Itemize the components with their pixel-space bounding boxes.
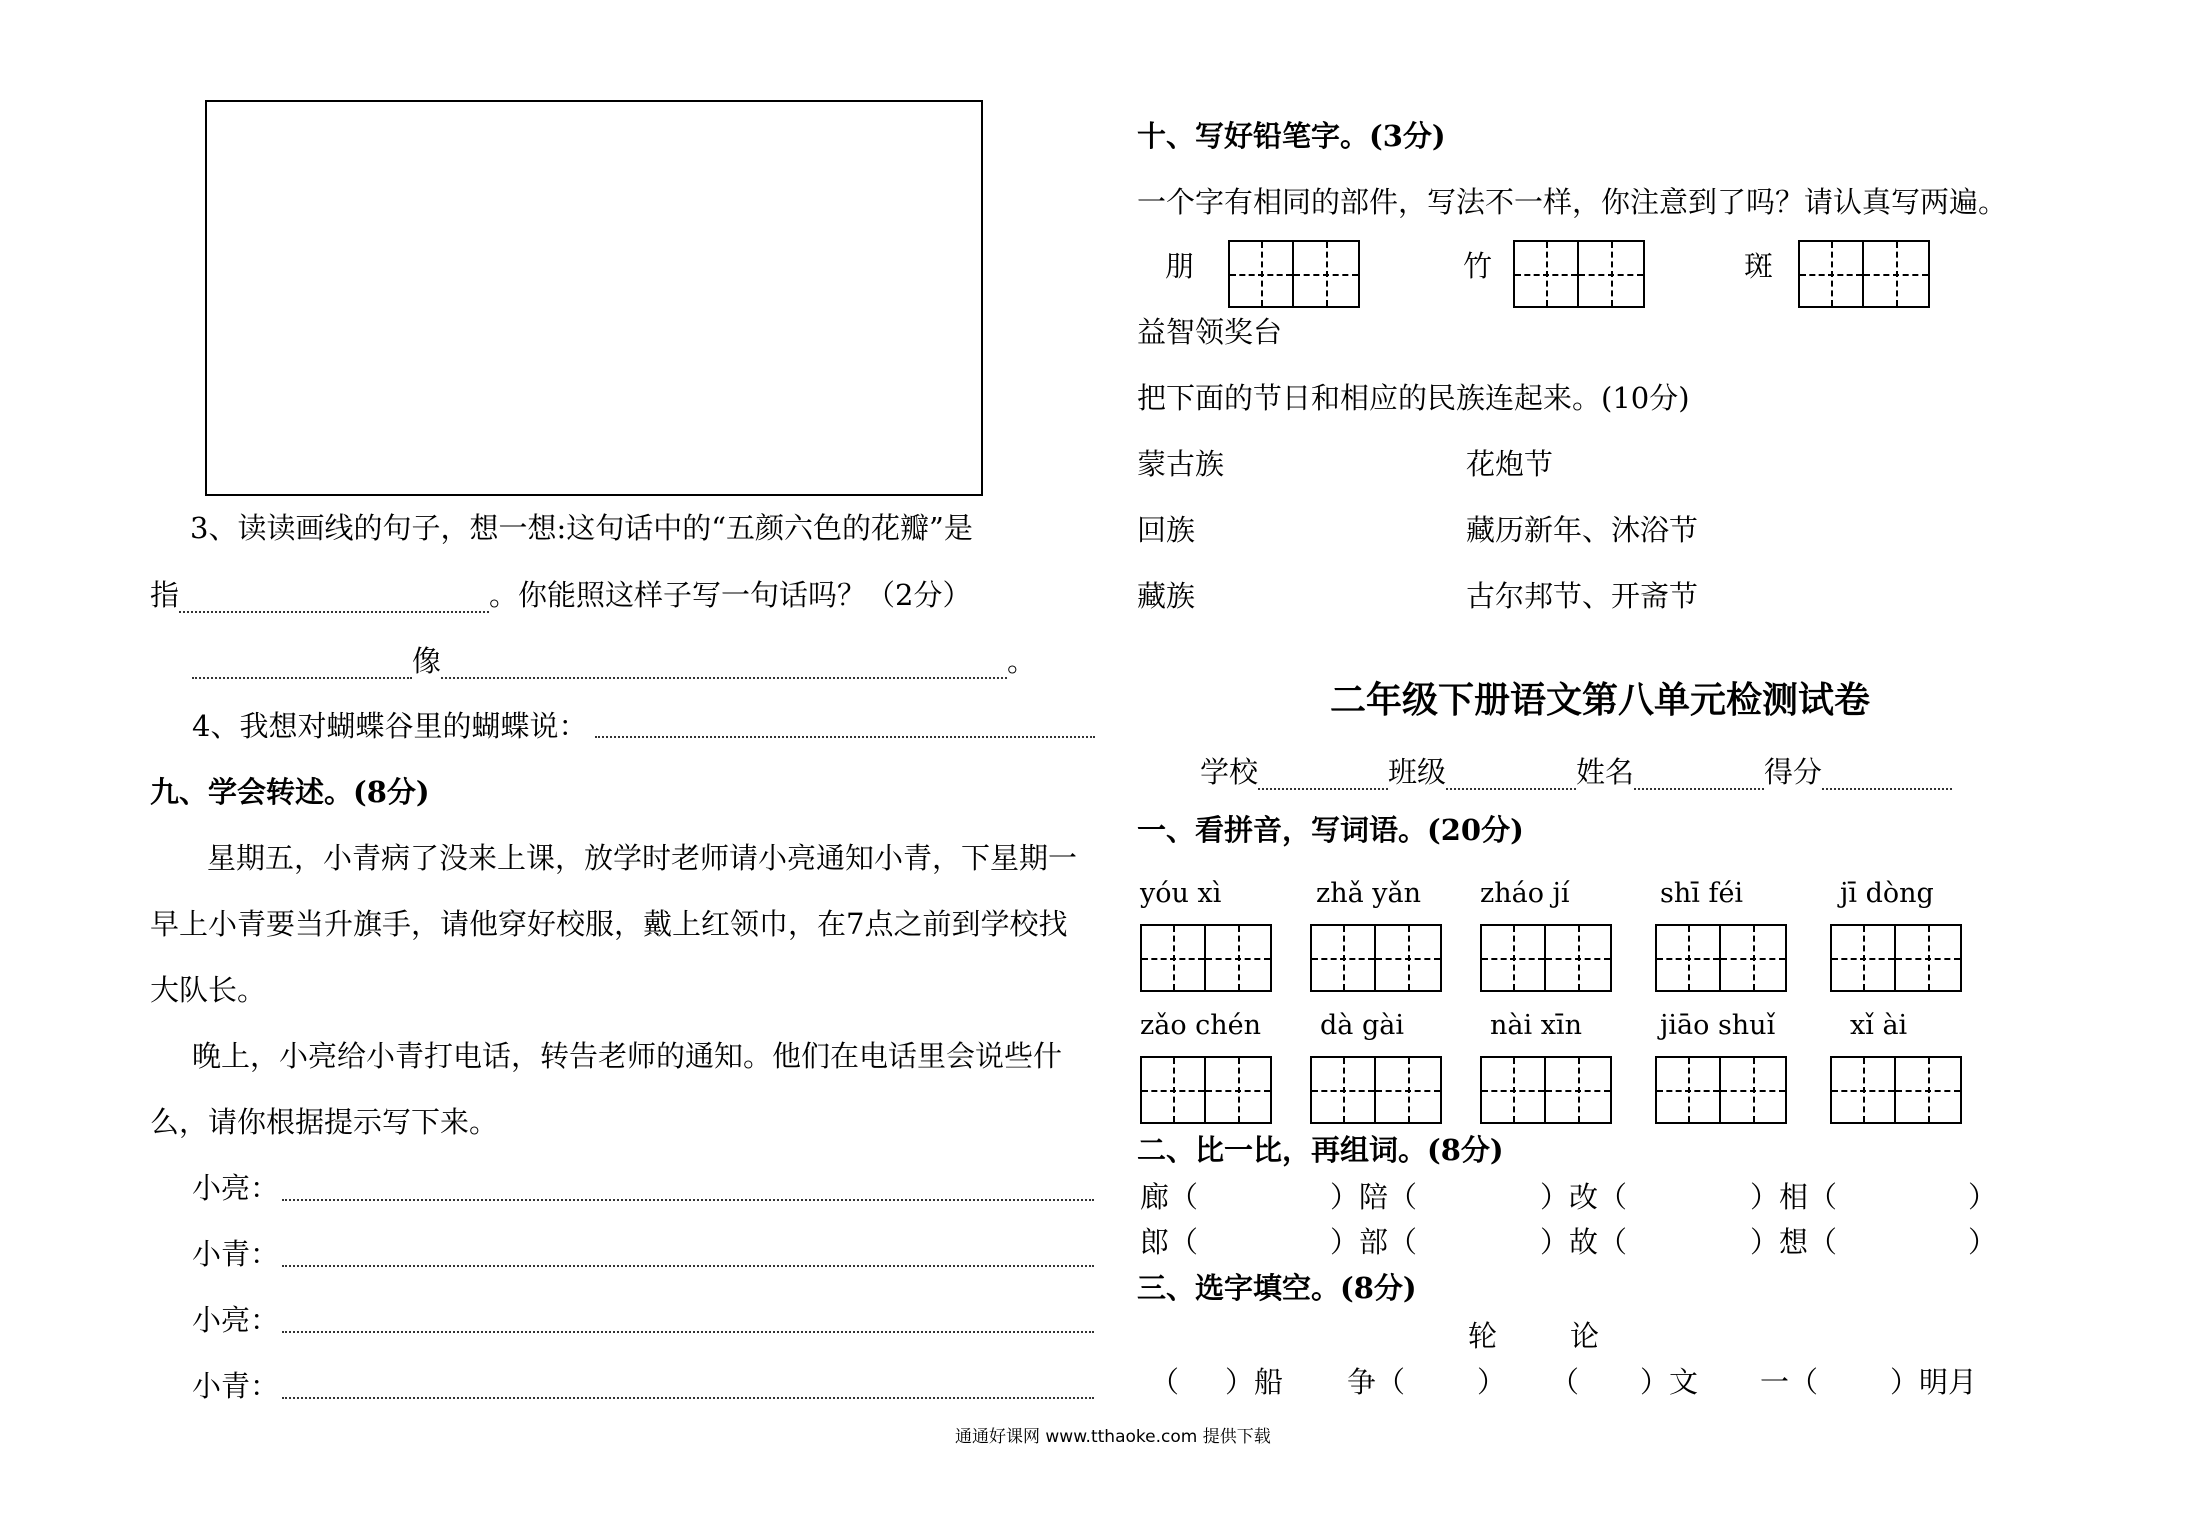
compare-word: 郎（	[1140, 1225, 1199, 1259]
writing-grid[interactable]	[1830, 1056, 1962, 1124]
q3-line2	[150, 577, 971, 613]
pinyin-label: yóu xì	[1140, 878, 1222, 909]
pinyin-label: zǎo chén	[1140, 1010, 1262, 1041]
dialog-label: 小亮：	[192, 1171, 280, 1205]
writing-grid[interactable]	[1310, 924, 1442, 992]
fill-item: （	[1150, 1365, 1180, 1399]
choice-char: 论	[1570, 1319, 1600, 1353]
writing-grid[interactable]	[1655, 1056, 1787, 1124]
field-label: 班级	[1388, 755, 1447, 789]
choice-char: 轮	[1468, 1319, 1498, 1353]
dialog-label: 小亮：	[192, 1303, 280, 1337]
compare-word: 廊（	[1140, 1180, 1199, 1214]
field-blank[interactable]	[1634, 760, 1764, 790]
q4-answer-line[interactable]	[595, 736, 1095, 738]
q4-prompt: 4、我想对蝴蝶谷里的蝴蝶说：	[192, 709, 588, 743]
field-blank[interactable]	[1446, 760, 1576, 790]
dialog-answer-line[interactable]	[282, 1265, 1094, 1267]
fill-item: ）船	[1225, 1365, 1284, 1399]
pinyin-label: zhǎ yǎn	[1316, 878, 1422, 909]
ethnic-group: 蒙古族	[1137, 447, 1225, 481]
footer-credit: 通通好课网 www.tthaoke.com 提供下载	[955, 1427, 1271, 1447]
q3-line1: 3、读读画线的句子，想一想:这句话中的“五颜六色的花瓣”是	[190, 511, 973, 545]
q3-line3	[192, 643, 1036, 679]
compare-word: ）	[1968, 1180, 1998, 1214]
pinyin-label: jī dòng	[1840, 878, 1934, 909]
pinyin-label: nài xīn	[1490, 1010, 1582, 1041]
section3-title: 三、选字填空。(8分)	[1137, 1271, 1417, 1305]
dialog-answer-line[interactable]	[282, 1331, 1094, 1333]
s9-para2-line2: 么，请你根据提示写下来。	[150, 1105, 499, 1139]
fill-item: ）明月	[1890, 1365, 1978, 1399]
pinyin-label: shī féi	[1660, 878, 1744, 909]
drawing-box	[205, 100, 983, 496]
fill-item: 争（	[1347, 1365, 1406, 1399]
q3-like: 像	[412, 644, 442, 678]
practice-char: 朋	[1165, 249, 1195, 283]
bonus-title: 益智领奖台	[1137, 315, 1283, 349]
writing-grid[interactable]	[1655, 924, 1787, 992]
s9-para1-line3: 大队长。	[150, 973, 267, 1007]
writing-grid[interactable]	[1140, 924, 1272, 992]
pinyin-label: xǐ ài	[1850, 1010, 1908, 1041]
q3-question: 。你能照这样子写一句话吗？（2分）	[489, 578, 972, 612]
field-blank[interactable]	[1258, 760, 1388, 790]
dialog-label: 小青：	[192, 1369, 280, 1403]
compare-word: ）陪（	[1330, 1180, 1418, 1214]
fill-item: （	[1550, 1365, 1580, 1399]
festival: 古尔邦节、开斋节	[1466, 579, 1699, 613]
writing-grid[interactable]	[1480, 924, 1612, 992]
field-blank[interactable]	[1822, 760, 1952, 790]
section9-title: 九、学会转述。(8分)	[150, 775, 430, 809]
section10-instruction: 一个字有相同的部件，写法不一样，你注意到了吗？请认真写两遍。	[1137, 185, 2008, 219]
fill-item: 一（	[1760, 1365, 1819, 1399]
practice-char: 斑	[1744, 249, 1774, 283]
festival: 藏历新年、沐浴节	[1466, 513, 1699, 547]
q3-answer-blank[interactable]	[179, 583, 489, 613]
q3-prefix: 指	[150, 578, 180, 612]
dialog-answer-line[interactable]	[282, 1397, 1094, 1399]
q3-blank-a[interactable]	[192, 649, 412, 679]
dialog-label: 小青：	[192, 1237, 280, 1271]
writing-grid[interactable]	[1798, 240, 1930, 308]
exam-title: 二年级下册语文第八单元检测试卷	[1330, 679, 1871, 721]
writing-grid[interactable]	[1310, 1056, 1442, 1124]
field-label: 学校	[1200, 755, 1259, 789]
s9-para1-line1: 星期五，小青病了没来上课，放学时老师请小亮通知小青，下星期一	[207, 841, 1078, 875]
compare-word: ）改（	[1540, 1180, 1628, 1214]
bonus-instruction: 把下面的节日和相应的民族连起来。(10分)	[1137, 381, 1690, 415]
dialog-answer-line[interactable]	[282, 1199, 1094, 1201]
field-label: 姓名	[1576, 755, 1635, 789]
ethnic-group: 藏族	[1137, 579, 1196, 613]
pinyin-label: jiāo shuǐ	[1660, 1010, 1776, 1041]
practice-char: 竹	[1463, 249, 1493, 283]
s9-para2-line1: 晚上，小亮给小青打电话，转告老师的通知。他们在电话里会说些什	[192, 1039, 1063, 1073]
writing-grid[interactable]	[1480, 1056, 1612, 1124]
section2-title: 二、比一比，再组词。(8分)	[1137, 1133, 1504, 1167]
festival: 花炮节	[1466, 447, 1554, 481]
compare-word: ）部（	[1330, 1225, 1418, 1259]
s9-para1-line2: 早上小青要当升旗手，请他穿好校服，戴上红领巾，在7点之前到学校找	[150, 907, 1068, 941]
q3-blank-b[interactable]	[441, 649, 1007, 679]
writing-grid[interactable]	[1228, 240, 1360, 308]
writing-grid[interactable]	[1513, 240, 1645, 308]
compare-word: ）相（	[1750, 1180, 1838, 1214]
ethnic-group: 回族	[1137, 513, 1196, 547]
fill-item: ）文	[1640, 1365, 1699, 1399]
section10-title: 十、写好铅笔字。(3分)	[1137, 119, 1446, 153]
compare-word: ）	[1968, 1225, 1998, 1259]
pinyin-label: dà gài	[1320, 1010, 1404, 1041]
field-label: 得分	[1764, 755, 1823, 789]
compare-word: ）故（	[1540, 1225, 1628, 1259]
writing-grid[interactable]	[1830, 924, 1962, 992]
writing-grid[interactable]	[1140, 1056, 1272, 1124]
compare-word: ）想（	[1750, 1225, 1838, 1259]
fill-item: ）	[1477, 1365, 1507, 1399]
info-fields	[1200, 754, 1952, 790]
q3-end: 。	[1007, 644, 1037, 678]
pinyin-label: zháo jí	[1480, 878, 1570, 909]
section1-title: 一、看拼音，写词语。(20分)	[1137, 813, 1524, 847]
